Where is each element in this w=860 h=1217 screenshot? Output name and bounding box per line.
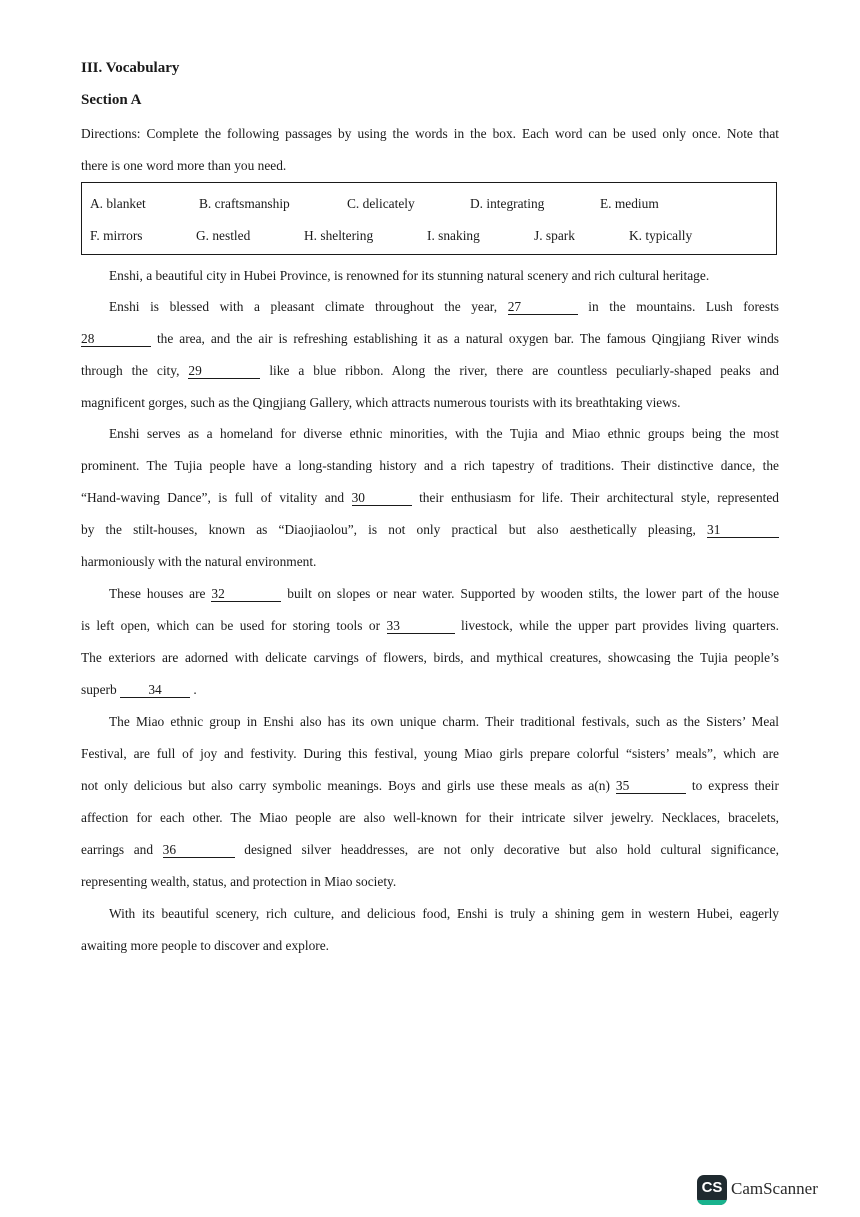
- paragraph-3-line-5: harmoniously with the natural environment.: [81, 554, 317, 569]
- blank-34[interactable]: 34: [120, 682, 190, 698]
- paragraph-5-line-3: not only delicious but also carry symbolic meanings. Boys and girls use these meals as a(n) 35 to express their: [81, 778, 779, 793]
- directions-line-1: Directions: Complete the following passages by using the words in the box. Each word can be used only once. Note that: [81, 126, 779, 141]
- paragraph-5-line-4: affection for each other. The Miao people are also well-known for their intricate silver jewelry. Necklaces, bracelets,: [81, 810, 779, 825]
- part-heading: III. Vocabulary: [81, 60, 180, 76]
- paragraph-3-line-1: Enshi serves as a homeland for diverse ethnic minorities, with the Tujia and Miao ethnic groups being the most: [109, 426, 779, 441]
- paragraph-2-line-2: 28 the area, and the air is refreshing establishing it as a natural oxygen bar. The famous Qingjiang River winds: [81, 331, 779, 346]
- paragraph-2-line-3: through the city, 29 like a blue ribbon. Along the river, there are countless peculiarly-shaped peaks and: [81, 363, 779, 378]
- paragraph-3-line-2: prominent. The Tujia people have a long-standing history and a rich tapestry of traditions. Their distinctive dance, the: [81, 458, 779, 473]
- paragraph-4-line-2: is left open, which can be used for storing tools or 33 livestock, while the upper part provides living quarters.: [81, 618, 779, 633]
- paragraph-4-line-1: These houses are 32 built on slopes or near water. Supported by wooden stilts, the lower part of the house: [109, 586, 780, 601]
- blank-27[interactable]: 27: [508, 299, 578, 315]
- paragraph-2-line-4: magnificent gorges, such as the Qingjiang Gallery, which attracts numerous tourists with its breathtaking views.: [81, 395, 681, 410]
- section-heading: Section A: [81, 92, 142, 108]
- blank-30[interactable]: 30: [352, 490, 412, 506]
- camscanner-brand: CamScanner: [731, 1179, 818, 1198]
- paragraph-5-line-1: The Miao ethnic group in Enshi also has its own unique charm. Their traditional festivals, such as the Sisters’ Meal: [109, 714, 779, 729]
- blank-32[interactable]: 32: [211, 586, 281, 602]
- word-option-b: B. craftsmanship: [199, 196, 290, 211]
- paragraph-2-line-1: Enshi is blessed with a pleasant climate throughout the year, 27 in the mountains. Lush forests: [109, 299, 779, 314]
- paragraph-3-line-4: by the stilt-houses, known as “Diaojiaolou”, is not only practical but also aesthetically pleasing, 31: [81, 520, 779, 540]
- word-option-h: H. sheltering: [304, 228, 374, 243]
- paragraph-5-line-5: earrings and 36 designed silver headdresses, are not only decorative but also hold cultural significance,: [81, 842, 779, 857]
- paragraph-5-line-2: Festival, are full of joy and festivity. During this festival, young Miao girls prepare colorful “sisters’ meals”, which are: [81, 746, 779, 761]
- word-option-k: K. typically: [629, 228, 693, 243]
- blank-35[interactable]: 35: [616, 778, 686, 794]
- directions-line-2: there is one word more than you need.: [81, 158, 287, 173]
- word-option-f: F. mirrors: [90, 228, 143, 243]
- word-option-g: G. nestled: [196, 228, 251, 243]
- word-option-e: E. medium: [600, 196, 659, 211]
- word-option-c: C. delicately: [347, 196, 415, 211]
- blank-29[interactable]: 29: [188, 363, 260, 379]
- word-option-j: J. spark: [534, 228, 575, 243]
- word-box: [81, 182, 777, 255]
- paragraph-4-line-3: The exteriors are adorned with delicate carvings of flowers, birds, and mythical creatures, showcasing the Tujia people’s: [81, 650, 779, 665]
- paragraph-4-line-4: superb 34 .: [81, 682, 197, 697]
- blank-28[interactable]: 28: [81, 331, 151, 347]
- paragraph-6-line-2: awaiting more people to discover and explore.: [81, 938, 330, 953]
- word-option-a: A. blanket: [90, 196, 146, 211]
- blank-31[interactable]: 31: [707, 522, 779, 538]
- blank-33[interactable]: 33: [387, 618, 455, 634]
- word-option-d: D. integrating: [470, 196, 545, 211]
- word-option-i: I. snaking: [427, 228, 480, 243]
- blank-36[interactable]: 36: [163, 842, 235, 858]
- camscanner-logo: CS: [697, 1175, 727, 1205]
- paragraph-6-line-1: With its beautiful scenery, rich culture, and delicious food, Enshi is truly a shining gem in western Hubei, eagerly: [109, 906, 779, 921]
- paragraph-1: Enshi, a beautiful city in Hubei Province, is renowned for its stunning natural scenery and rich cultural heritage.: [109, 268, 710, 283]
- paragraph-3-line-3: “Hand-waving Dance”, is full of vitality and 30 their enthusiasm for life. Their architectural style, represented: [81, 490, 779, 505]
- paragraph-5-line-6: representing wealth, status, and protection in Miao society.: [81, 874, 397, 889]
